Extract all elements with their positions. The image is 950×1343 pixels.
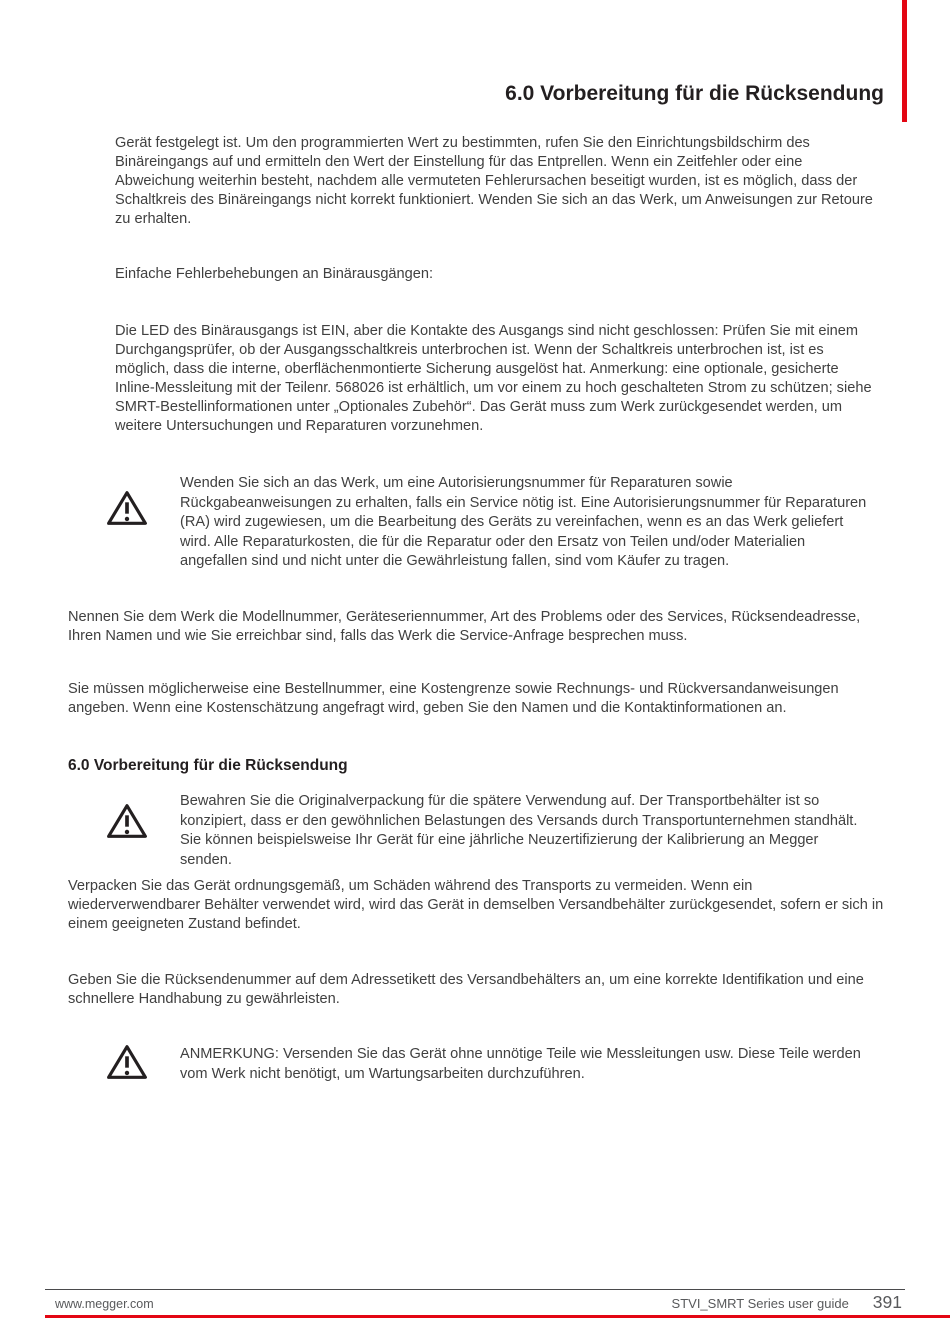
footer-page-number: 391 xyxy=(872,1292,902,1312)
footer-doc-title: STVI_SMRT Series user guide xyxy=(671,1296,849,1311)
paragraph-packing-instructions: Verpacken Sie das Gerät ordnungsgemäß, um Schäden während des Transports zu vermeiden. Wenn ein wiederverwendbarer Behälter verwendet wird, wird das Gerät in demselben Versandbehälter zurückgesendet, sofern er sich in einem geeigneten Zustand befindet. xyxy=(68,878,884,932)
warning-service-authorization-text: Wenden Sie sich an das Werk, um eine Autorisierungsnummer für Reparaturen sowie Rückgabeanweisungen zu erhalten, falls ein Service nötig ist. Eine Autorisierungsnummer für Reparaturen (RA) wird zugewiesen, um die Bearbeitung des Geräts zu vereinfachen, wenn es an das Werk geliefert wird. Alle Reparaturkosten, die für die Reparatur oder den Ersatz von Teilen und/oder Materialien angefallen sind und nicht unter die Gewährleistung fallen, sind vom Käufer zu tragen. xyxy=(180,475,867,569)
section-heading-return-preparation: 6.0 Vorbereitung für die Rücksendung xyxy=(68,757,348,774)
paragraph-simple-fixes-intro: Einfache Fehlerbehebungen an Binärausgängen: xyxy=(115,266,434,282)
footer-divider xyxy=(45,1289,905,1290)
footer-accent-line xyxy=(45,1315,950,1318)
paragraph-return-number-label: Geben Sie die Rücksendenummer auf dem Adressetikett des Versandbehälters an, um eine korrekte Identifikation und eine schnellere Handhabung zu gewährleisten. xyxy=(68,972,864,1007)
warning-triangle-icon xyxy=(106,802,148,840)
paragraph-binary-input-troubleshooting: Gerät festgelegt ist. Um den programmierten Wert zu bestimmten, rufen Sie den Einrichtungsbildschirm des Binäreingangs auf und ermitteln den Wert der Einstellung für das Entprellen. Wenn ein Zeitfehler oder eine Abweichung weiterhin besteht, nachdem alle vermuteten Fehlerursachen beseitigt wurden, ist es möglich, dass der Schaltkreis des Binäreingangs nicht korrekt funktioniert. Wenden Sie sich an das Werk, um Anweisungen zur Retoure zu erhalten. xyxy=(115,135,873,227)
paragraph-led-output-troubleshooting: Die LED des Binärausgangs ist EIN, aber die Kontakte des Ausgangs sind nicht geschlossen: Prüfen Sie mit einem Durchgangsprüfer, ob der Ausgangsschaltkreis unterbrochen ist. Wenn der Schaltkreis unterbrochen ist, ist es möglich, dass die interne, oberflächenmontierte Sicherung ausgelöst hat. Anmerkung: eine optionale, gesicherte Inline-Messleitung mit der Teilenr. 568026 ist erhältlich, um vor einem zu hoch geschalteten Strom zu schützen; siehe SMRT-Bestellinformationen unter „Optionales Zubehör“. Das Gerät muss zum Werk zurückgesendet werden, um weitere Untersuchungen und Reparaturen vorzunehmen. xyxy=(115,323,872,434)
page-header-title: 6.0 Vorbereitung für die Rücksendung xyxy=(505,82,884,105)
paragraph-order-number-info: Sie müssen möglicherweise eine Bestellnummer, eine Kostengrenze sowie Rechnungs- und Rückversandanweisungen angeben. Wenn eine Kostenschätzung angefragt wird, geben Sie den Namen und die Kontaktinformationen an. xyxy=(68,681,839,716)
warning-shipping-note-text: ANMERKUNG: Versenden Sie das Gerät ohne unnötige Teile wie Messleitungen usw. Diese Teile werden vom Werk nicht benötigt, um Wartungsarbeiten durchzuführen. xyxy=(180,1046,861,1082)
header-accent-bar xyxy=(902,0,907,122)
footer-right-group xyxy=(672,1292,902,1313)
paragraph-factory-contact-info: Nennen Sie dem Werk die Modellnummer, Geräteseriennummer, Art des Problems oder des Services, Rücksendeadresse, Ihren Namen und wie Sie erreichbar sind, falls das Werk die Service-Anfrage besprechen muss. xyxy=(68,609,861,644)
warning-triangle-icon xyxy=(106,1043,148,1081)
warning-triangle-icon xyxy=(106,489,148,527)
warning-packaging-text: Bewahren Sie die Originalverpackung für die spätere Verwendung auf. Der Transportbehälter ist so konzipiert, dass er den gewöhnlichen Belastungen des Versands durch Transportunternehmen standhält. Sie können beispielsweise Ihr Gerät für eine jährliche Neuzertifizierung der Kalibrierung an Megger senden. xyxy=(180,793,858,868)
footer-website-text: www.megger.com xyxy=(55,1297,154,1311)
